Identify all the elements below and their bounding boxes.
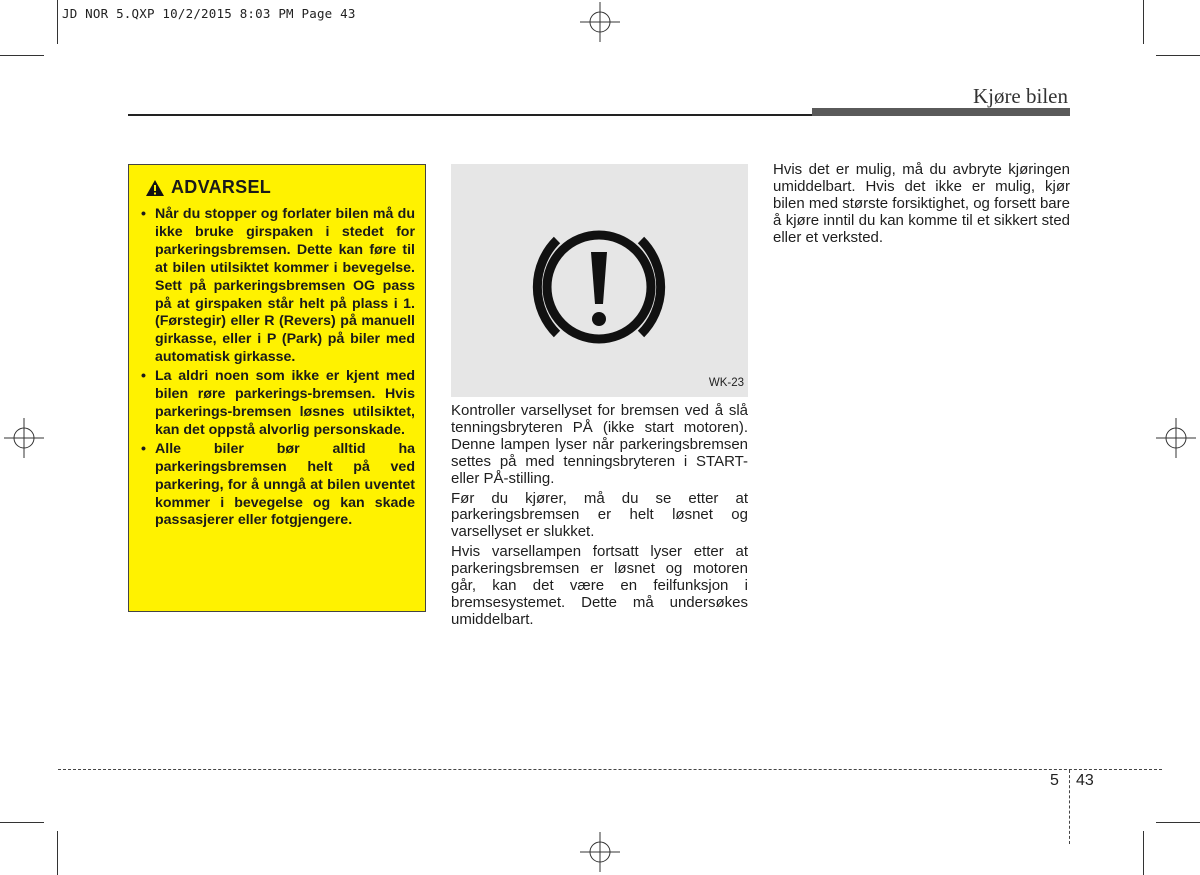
warning-item xyxy=(139,368,415,440)
warning-item xyxy=(139,441,415,531)
paragraph: Kontroller varsellyset for bremsen ved å slå tenningsbryteren PÅ (ikke start motoren). Denne lampen lyser når parkeringsbremsen settes på med tenningsbryteren i START- eller PÅ-stilling. xyxy=(451,402,748,487)
brake-warning-figure xyxy=(451,164,748,397)
registration-mark-icon xyxy=(1156,418,1196,458)
bullet-icon: • xyxy=(141,206,146,222)
crop-mark xyxy=(1156,55,1200,56)
crop-mark xyxy=(1143,0,1144,44)
registration-mark-icon xyxy=(580,832,620,872)
warning-title: ADVARSEL xyxy=(171,177,272,197)
warning-triangle-icon xyxy=(145,179,165,197)
right-column xyxy=(773,162,1070,250)
paragraph: Før du kjører, må du se etter at parkeringsbremsen er helt løsnet og varsellyset er slukket. xyxy=(451,489,748,541)
middle-column xyxy=(451,403,748,632)
warning-item xyxy=(139,206,415,367)
print-slug: JD NOR 5.QXP 10/2/2015 8:03 PM Page 43 xyxy=(62,6,356,21)
bullet-icon: • xyxy=(141,368,146,385)
crop-mark xyxy=(1143,831,1144,875)
footer-divider xyxy=(1069,770,1070,844)
footer-rule xyxy=(58,769,1162,770)
brake-warning-icon xyxy=(451,164,748,397)
crop-mark xyxy=(1156,822,1200,823)
warning-header xyxy=(145,177,415,198)
paragraph: Hvis det er mulig, må du avbryte kjøringen umiddelbart. Hvis det ikke er mulig, kjør bilen med største forsiktighet, og forsett bare å kjøre inntil du kan komme til et sikkert sted eller et verksted. xyxy=(773,161,1070,246)
warning-item-text: Alle biler bør alltid ha parkeringsbremsen helt på ved parkering, for å unngå at bilen uventet kommer i bevegelse og kan skade passasjerer eller fotgjengere. xyxy=(155,440,415,529)
crop-mark xyxy=(0,55,44,56)
warning-item-text: La aldri noen som ikke er kjent med bilen røre parkerings-bremsen. Hvis parkerings-bremsen løsnes utilsiktet, kan det oppstå alvorlig personskade. xyxy=(155,368,415,438)
registration-mark-icon xyxy=(580,2,620,42)
warning-box xyxy=(128,164,426,612)
figure-code: WK-23 xyxy=(708,377,744,389)
registration-mark-icon xyxy=(4,418,44,458)
chapter-number: 5 xyxy=(1050,772,1059,789)
section-title: Kjøre bilen xyxy=(972,84,1068,108)
warning-list xyxy=(139,206,415,530)
paragraph: Hvis varsellampen fortsatt lyser etter at parkeringsbremsen er løsnet og motoren går, kan det være en feilfunksjon i bremsesystemet. Dette må undersøkes umiddelbart. xyxy=(451,543,748,628)
crop-mark xyxy=(57,0,58,44)
bullet-icon: • xyxy=(141,440,146,457)
crop-mark xyxy=(0,822,44,823)
header-rule xyxy=(128,114,812,116)
header-rule-tab xyxy=(812,108,1070,116)
page-number: 43 xyxy=(1076,772,1094,789)
warning-item-text: Når du stopper og forlater bilen må du ikke bruke girspaken i stedet for parkeringsbremsen. Dette kan føre til at bilen utilsiktet kommer i bevegelse. Sett på parkeringsbremsen OG pass på at girspaken står helt på plass i 1. (Førstegir) eller R (Revers) på manuell girkasse, eller i P (Park) på biler med automatisk girkasse. xyxy=(155,206,415,366)
crop-mark xyxy=(57,831,58,875)
